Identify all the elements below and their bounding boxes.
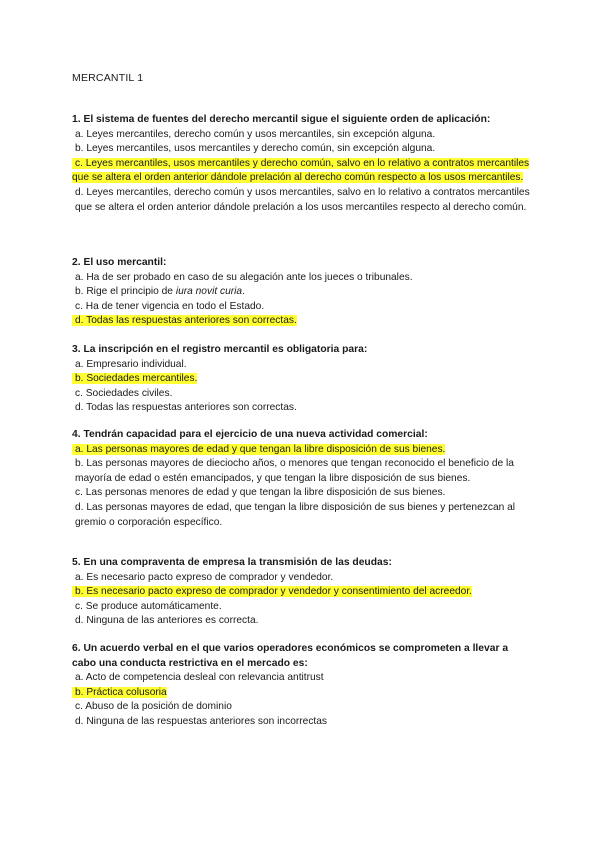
highlighted-answer: b. Sociedades mercantiles.	[72, 373, 197, 384]
option-d-highlighted	[72, 314, 534, 329]
highlighted-answer: b. Práctica colusoria	[72, 687, 167, 698]
option-c: c. Ha de tener vigencia en todo el Estado.	[75, 300, 265, 312]
option-a: a. Leyes mercantiles, derecho común y usos mercantiles, sin excepción alguna.	[75, 128, 436, 140]
question-title: 4. Tendrán capacidad para el ejercicio de una nueva actividad comercial:	[72, 429, 428, 440]
document-title: MERCANTIL 1	[72, 72, 144, 84]
option-b-highlighted	[72, 585, 534, 600]
option-b-latin-term: iura novit curia	[175, 286, 243, 298]
option-a: a. Empresario individual.	[75, 358, 187, 370]
highlighted-answer: b. Es necesario pacto expreso de comprador y vendedor y consentimiento del acreedor.	[72, 586, 472, 597]
question-title: 6. Un acuerdo verbal en el que varios operadores económicos se comprometen a llevar a cabo una conducta restrictiva en el mercado es:	[72, 643, 509, 669]
option-c: c. Sociedades civiles.	[75, 387, 173, 399]
option-d: d. Las personas mayores de edad, que tengan la libre disposición de sus bienes y pertenezcan al gremio o corporación específico.	[75, 501, 516, 528]
option-b	[72, 285, 534, 300]
option-b: b. Las personas mayores de dieciocho años, o menores que tengan reconocido el beneficio de la mayoría de edad o estén emancipados, y que tengan la libre disposición de sus bienes.	[75, 458, 514, 484]
highlighted-answer: a. Las personas mayores de edad y que tengan la libre disposición de sus bienes.	[72, 444, 445, 455]
option-a: a. Es necesario pacto expreso de comprador y vendedor.	[75, 571, 334, 583]
question-title: 5. En una compraventa de empresa la transmisión de las deudas:	[72, 557, 392, 568]
option-c-highlighted	[72, 157, 534, 186]
option-b-highlighted	[72, 686, 534, 701]
highlighted-answer: d. Todas las respuestas anteriores son correctas.	[72, 315, 297, 326]
question-title: 3. La inscripción en el registro mercantil es obligatoria para:	[72, 344, 368, 355]
option-b-highlighted	[72, 372, 534, 387]
option-b-period: .	[242, 286, 245, 298]
option-c: c. Abuso de la posición de dominio	[75, 701, 232, 713]
option-d: d. Ninguna de las respuestas anteriores son incorrectas	[75, 715, 327, 727]
highlighted-answer: c. Leyes mercantiles, usos mercantiles y derecho común, salvo en lo relativo a contratos mercantiles que se altera el orden anterior dándole prelación al derecho común respecto a los usos mercantiles.	[72, 157, 530, 184]
option-a: a. Acto de competencia desleal con relevancia antitrust	[75, 672, 324, 684]
question-3	[72, 343, 534, 416]
question-6	[72, 642, 534, 730]
question-2	[72, 256, 534, 329]
option-b-text: b. Rige el principio de	[75, 286, 173, 298]
option-d: d. Leyes mercantiles, derecho común y usos mercantiles, salvo en lo relativo a contratos mercantiles que se altera el orden anterior dándole prelación a los usos mercantiles respecto al derecho común.	[75, 186, 530, 213]
option-d: d. Todas las respuestas anteriores son correctas.	[75, 402, 297, 414]
option-a: a. Ha de ser probado en caso de su alegación ante los jueces o tribunales.	[75, 271, 413, 283]
question-title: 2. El uso mercantil:	[72, 257, 167, 268]
option-c: c. Se produce automáticamente.	[75, 600, 222, 612]
option-c: c. Las personas menores de edad y que tengan la libre disposición de sus bienes.	[75, 487, 446, 499]
question-1	[72, 113, 534, 215]
question-5	[72, 556, 534, 629]
option-d: d. Ninguna de las anteriores es correcta.	[75, 615, 259, 627]
question-title: 1. El sistema de fuentes del derecho mercantil sigue el siguiente orden de aplicación:	[72, 114, 491, 125]
question-4	[72, 428, 534, 530]
option-b: b. Leyes mercantiles, usos mercantiles y derecho común, sin excepción alguna.	[75, 143, 436, 155]
option-a-highlighted	[72, 443, 534, 458]
